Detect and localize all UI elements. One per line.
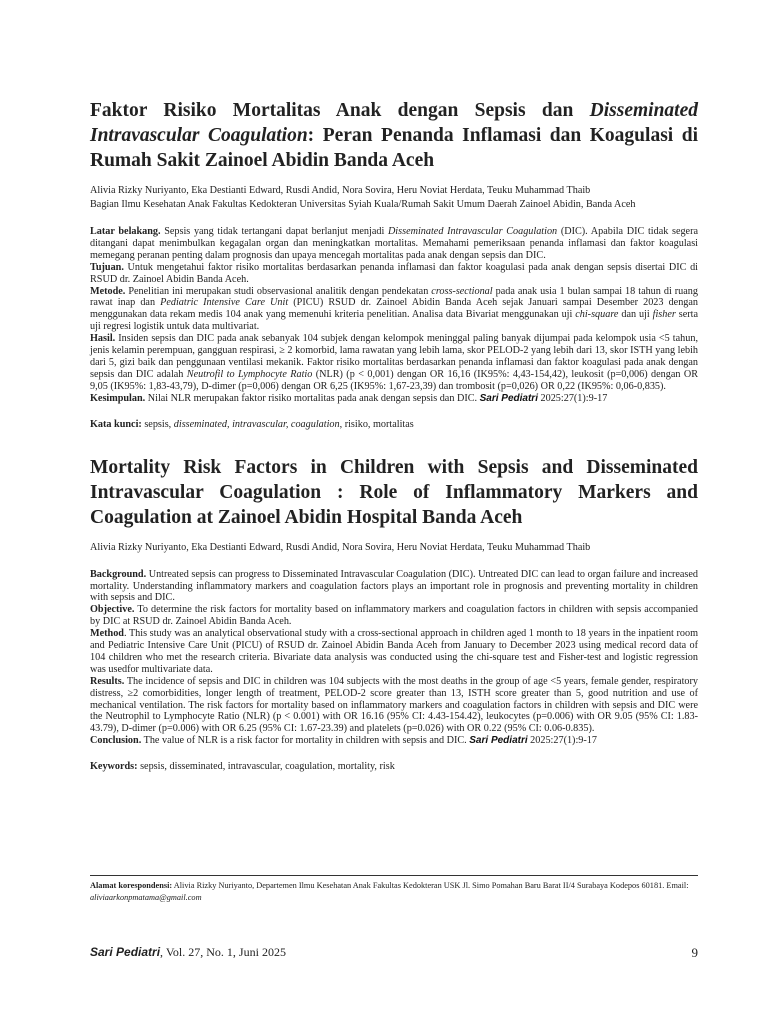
keywords-label: Kata kunci:	[90, 418, 142, 430]
english-abstract	[90, 569, 698, 748]
abstract-italic: Disseminated Intravascular Coagulation	[387, 226, 558, 237]
abstract-conclusion	[90, 393, 698, 405]
abstract-text: Untreated sepsis can progress to Disseminated Intravascular Coagulation (DIC). Untreated DIC can lead to organ failure and increased mortality. Understanding inflammatory markers and coagulation factors plays an important role in prognosis and preventing mortality in children with sepsis and DIC.	[90, 568, 698, 604]
correspondence-label: Alamat korespondensi:	[90, 881, 173, 890]
footnote-divider	[90, 875, 698, 876]
english-authors: Alivia Rizky Nuriyanto, Eka Destianti Edward, Rusdi Andid, Nora Sovira, Heru Noviat Herdata, Teuku Muhammad Thaib	[90, 541, 591, 553]
keywords-text: sepsis, disseminated, intravascular, coagulation, mortality, risk	[137, 761, 395, 773]
section-label: Background.	[90, 568, 147, 580]
keywords-text: , risiko, mortalitas	[339, 418, 414, 430]
section-label: Results.	[90, 675, 125, 687]
keywords-text: sepsis,	[141, 418, 174, 430]
footer-journal-name: Sari Pediatri	[90, 945, 161, 959]
abstract-results	[90, 676, 698, 736]
abstract-text: The incidence of sepsis and DIC in children was 104 subjects with the most deaths in the group of age <5 years, female gender, respiratory distress, ≥2 comorbidities, longer length of treatment, PELOD-2 score greater than 13, ISTH score greater than 5, good nutrition and use of mechanical ventilation. The risk factors for mortality based on inflammatory markers and coagulation factors in children with sepsis and DIC were the Neutrophil to Lymphocyte Ratio (NLR) (p < 0.001) with OR 16.16 (95% CI: 4.43-154.42), leukocytes (p=0.006) with OR 9.05 (95% CI: 1.83-43.79), D-dimer (p=0.006) with OR 6.25 (95% CI: 1.67-23.39) and platelets (p=0.026) with OR 0.22 (95% CI: 0.06-0.835).	[90, 675, 698, 735]
abstract-text: Penelitian ini merupakan studi observasional analitik dengan pendekatan	[125, 285, 432, 297]
correspondence-text: Alivia Rizky Nuriyanto, Departemen Ilmu Kesehatan Anak Fakultas Kedokteran USK Jl. Simo Pomahan Baru Barat II/4 Surabaya Kodepos 60181. Email:	[172, 881, 689, 890]
section-label: Metode.	[90, 285, 126, 297]
section-label: Method	[90, 628, 124, 640]
affiliation: Bagian Ilmu Kesehatan Anak Fakultas Kedokteran Universitas Syiah Kuala/Rumah Sakit Umum Daerah Zainoel Abidin, Banda Aceh	[90, 199, 636, 210]
correspondence-address	[90, 880, 698, 903]
section-label: Hasil.	[90, 333, 116, 345]
abstract-text: To determine the risk factors for mortality based on inflammatory markers and coagulation factors in children with sepsis accompanied by DIC at RSUD dr. Zainoel Abidin Banda Aceh.	[90, 604, 698, 628]
abstract-text: The value of NLR is a risk factor for mortality in children with sepsis and DIC.	[141, 735, 470, 747]
english-title: Mortality Risk Factors in Children with Sepsis and Disseminated Intravascular Coagulation : Role of Inflammatory Markers and Coagulation at Zainoel Abidin Hospital Banda Aceh	[90, 456, 698, 528]
abstract-text: Sepsis yang tidak tertangani dapat berlanjut menjadi	[160, 226, 388, 237]
abstract-text: (NLR) (p < 0,001) dengan OR 16,16 (IK95%: 4,43-154,42), leukosit (p=0,006) dengan OR 9,05 (IK95%: 1,83-43,79), D-dimer (p=0,006) dengan OR 6,25 (IK95%: 1,67-23,39) dan trombosit (p=0,026) OR 0,22 (IK95%: 0,06-0,835).	[90, 368, 698, 392]
correspondence-email[interactable]: aliviaarkonpmatama@gmail.com	[90, 892, 202, 902]
abstract-italic: Neutrofil to Lymphocyte Ratio	[186, 368, 313, 380]
abstract-text: (PICU) RSUD dr. Zainoel Abidin Banda Aceh sejak Januari sampai Desember 2023 dengan menggunakan data rekam medis 104 anak yang memenuhi kriteria penelitian. Analisa data Bivariat menggunakan uji	[90, 297, 698, 321]
indonesian-keywords	[90, 418, 698, 431]
abstract-text: Insiden sepsis dan DIC pada anak sebanyak 104 subjek dengan kelompok meninggal paling banyak dijumpai pada kelompok usia <5 tahun, jenis kelamin perempuan, gangguan respirasi, ≥ 2 komorbid, lama rawatan yang lebih lama, skor PELOD-2 yang lebih dari 13, skor ISTH yang lebih dari 5, gizi baik dan penggunaan ventilasi mekanik. Faktor risiko mortalitas berdasarkan penanda inflamasi dan faktor koagulasi pada anak dengan sepsis dan DIC adalah	[90, 333, 698, 380]
indonesian-abstract	[90, 226, 698, 405]
abstract-objective	[90, 604, 698, 628]
citation: 2025:27(1):9-17	[527, 735, 597, 747]
journal-name: Sari Pediatri	[479, 392, 538, 404]
section-label: Latar belakang.	[90, 226, 161, 237]
abstract-text: Nilai NLR merupakan faktor risiko mortalitas pada anak dengan sepsis dan DIC.	[145, 392, 480, 404]
section-label: Conclusion.	[90, 735, 142, 747]
abstract-text: pada anak usia 1 bulan sampai 18 tahun di ruang rawat inap dan	[90, 285, 698, 309]
abstract-background	[90, 569, 698, 605]
abstract-text: . This study was an analytical observational study with a cross-sectional approach in children aged 1 month to 18 years in the inpatient room and Pediatric Intensive Care Unit (PICU) of RSUD dr. Zainoel Abidin Banda Aceh from January to December 2023 using medical record data of 104 children who met the research criteria. Bivariate data analysis was conducted using the chi-square test and Fisher-test and logistic regression was usedfor multivariate data.	[90, 628, 698, 675]
abstract-italic: fisher	[652, 309, 676, 321]
keywords-label: Keywords:	[90, 761, 138, 773]
footer-issue: , Vol. 27, No. 1, Juni 2025	[160, 945, 286, 959]
journal-name: Sari Pediatri	[469, 735, 528, 747]
abstract-italic: cross-sectional	[431, 285, 493, 297]
abstract-text: serta uji regresi logistik untuk data multivariat.	[90, 309, 698, 333]
abstract-conclusion	[90, 735, 698, 747]
abstract-text: (DIC). Apabila DIC tidak segera ditangani dapat menimbulkan kegagalan organ dan meningkatkan mortalitas. Memahami pemeriksaan penanda inflamasi dan faktor koagulasi memegang peranan penting dalam prognosis dan upaya mencegah mortalitas pada anak dengan sepsis dan DIC.	[90, 226, 698, 261]
section-label: Kesimpulan.	[90, 392, 146, 404]
article-page	[90, 98, 698, 773]
title-part: : Peran Penanda Inflamasi dan Koagulasi di Rumah Sakit Zainoel Abidin Banda Aceh	[90, 125, 698, 171]
abstract-text: Untuk mengetahui faktor risiko mortalitas berdasarkan penanda inflamasi dan faktor koagulasi pada anak dengan sepsis disertai DIC di RSUD dr. Zainoel Abidin Banda Aceh.	[90, 261, 698, 285]
english-keywords	[90, 760, 698, 773]
page-footer	[90, 945, 698, 960]
citation: 2025:27(1):9-17	[537, 392, 608, 404]
abstract-background	[90, 226, 698, 262]
keywords-italic: disseminated, intravascular, coagulation	[173, 418, 340, 430]
section-label: Objective.	[90, 604, 135, 616]
indonesian-title	[90, 98, 698, 173]
indonesian-authors: Alivia Rizky Nuriyanto, Eka Destianti Edward, Rusdi Andid, Nora Sovira, Heru Noviat Herdata, Teuku Muhammad Thaib	[90, 185, 591, 196]
page-number: 9	[691, 945, 698, 960]
title-italic-part: Disseminated Intravascular Coagulation	[90, 100, 698, 146]
title-part: Faktor Risiko Mortalitas Anak dengan Sepsis dan	[90, 100, 590, 121]
abstract-method	[90, 628, 698, 676]
abstract-text: dan uji	[618, 309, 653, 321]
abstract-italic: Pediatric Intensive Care Unit	[160, 297, 289, 309]
abstract-objective	[90, 262, 698, 286]
section-label: Tujuan.	[90, 261, 124, 273]
abstract-results	[90, 333, 698, 393]
abstract-method	[90, 286, 698, 334]
abstract-italic: chi-square	[575, 309, 619, 321]
